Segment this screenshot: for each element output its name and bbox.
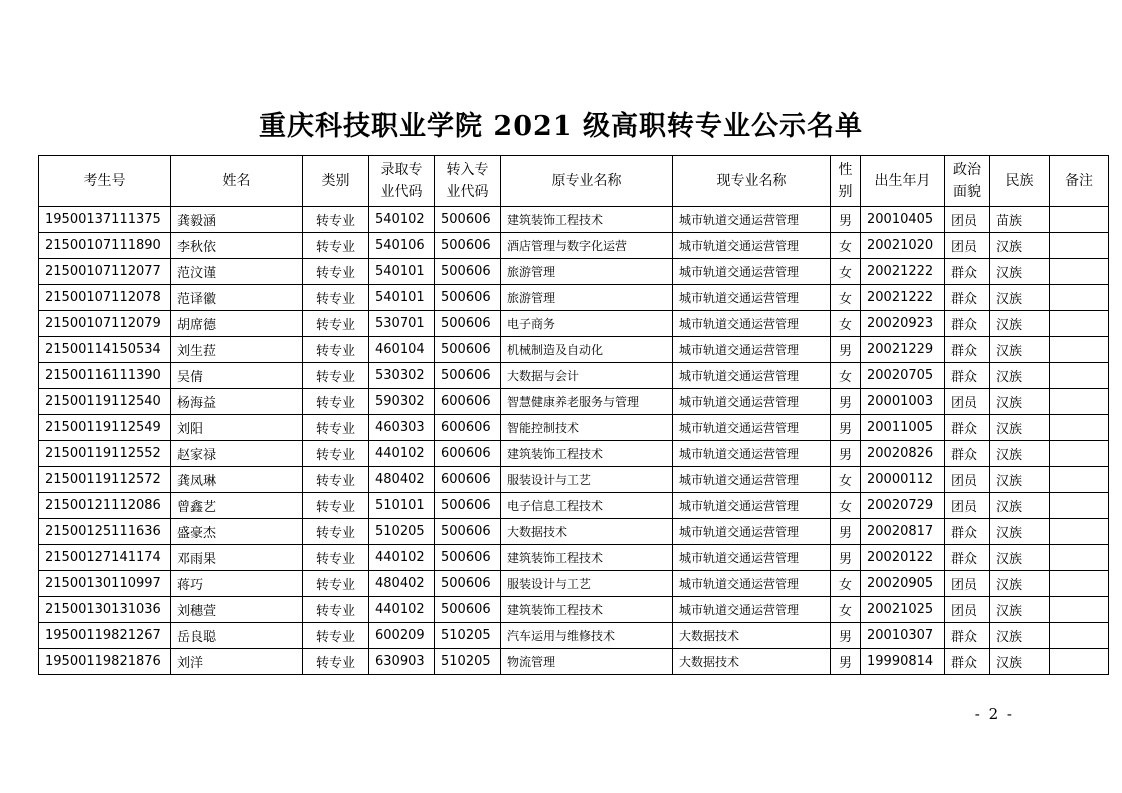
table-row xyxy=(39,545,1109,571)
original-major-cell: 酒店管理与数字化运营 xyxy=(501,233,673,259)
political-cell: 群众 xyxy=(945,415,990,441)
exam-id-cell: 19500137111375 xyxy=(39,207,171,233)
remarks-cell xyxy=(1050,259,1109,285)
admit-code-cell: 510205 xyxy=(369,519,435,545)
transfer-code-cell: 500606 xyxy=(435,311,501,337)
ethnicity-cell: 汉族 xyxy=(990,259,1050,285)
original-major-cell: 建筑装饰工程技术 xyxy=(501,597,673,623)
admit-code-cell: 590302 xyxy=(369,389,435,415)
original-major-cell: 旅游管理 xyxy=(501,259,673,285)
remarks-cell xyxy=(1050,493,1109,519)
original-major-cell: 大数据与会计 xyxy=(501,363,673,389)
category-cell: 转专业 xyxy=(303,571,369,597)
original-major-cell: 大数据技术 xyxy=(501,519,673,545)
original-major-cell: 智慧健康养老服务与管理 xyxy=(501,389,673,415)
name-cell: 曾鑫艺 xyxy=(171,493,303,519)
name-cell: 刘穗萱 xyxy=(171,597,303,623)
transfer-code-cell: 500606 xyxy=(435,519,501,545)
table-row xyxy=(39,441,1109,467)
remarks-cell xyxy=(1050,233,1109,259)
exam-id-cell: 21500119112549 xyxy=(39,415,171,441)
birth-cell: 20020729 xyxy=(861,493,945,519)
birth-cell: 20020817 xyxy=(861,519,945,545)
current-major-cell: 城市轨道交通运营管理 xyxy=(673,519,831,545)
category-cell: 转专业 xyxy=(303,649,369,675)
transfer-code-cell: 600606 xyxy=(435,467,501,493)
admit-code-cell: 600209 xyxy=(369,623,435,649)
admit-code-cell: 460303 xyxy=(369,415,435,441)
original-major-cell: 服装设计与工艺 xyxy=(501,571,673,597)
name-cell: 蒋巧 xyxy=(171,571,303,597)
political-cell: 群众 xyxy=(945,285,990,311)
table-row xyxy=(39,311,1109,337)
admit-code-cell: 540101 xyxy=(369,285,435,311)
col-header-birth: 出生年月 xyxy=(861,156,945,207)
political-cell: 团员 xyxy=(945,467,990,493)
ethnicity-cell: 汉族 xyxy=(990,311,1050,337)
table-row xyxy=(39,233,1109,259)
exam-id-cell: 19500119821876 xyxy=(39,649,171,675)
category-cell: 转专业 xyxy=(303,519,369,545)
name-cell: 龚毅涵 xyxy=(171,207,303,233)
exam-id-cell: 21500127141174 xyxy=(39,545,171,571)
remarks-cell xyxy=(1050,389,1109,415)
col-header-admit-code: 录取专 业代码 xyxy=(369,156,435,207)
political-cell: 团员 xyxy=(945,571,990,597)
exam-id-cell: 21500130131036 xyxy=(39,597,171,623)
political-cell: 群众 xyxy=(945,337,990,363)
ethnicity-cell: 汉族 xyxy=(990,415,1050,441)
page-number: - 2 - xyxy=(974,705,1014,723)
exam-id-cell: 21500114150534 xyxy=(39,337,171,363)
political-cell: 团员 xyxy=(945,389,990,415)
gender-cell: 女 xyxy=(831,285,861,311)
remarks-cell xyxy=(1050,519,1109,545)
remarks-cell xyxy=(1050,545,1109,571)
original-major-cell: 旅游管理 xyxy=(501,285,673,311)
ethnicity-cell: 汉族 xyxy=(990,649,1050,675)
ethnicity-cell: 苗族 xyxy=(990,207,1050,233)
current-major-cell: 城市轨道交通运营管理 xyxy=(673,207,831,233)
original-major-cell: 建筑装饰工程技术 xyxy=(501,441,673,467)
remarks-cell xyxy=(1050,649,1109,675)
remarks-cell xyxy=(1050,571,1109,597)
col-header-current-major: 现专业名称 xyxy=(673,156,831,207)
transfer-code-cell: 500606 xyxy=(435,207,501,233)
ethnicity-cell: 汉族 xyxy=(990,285,1050,311)
transfer-code-cell: 500606 xyxy=(435,597,501,623)
category-cell: 转专业 xyxy=(303,337,369,363)
name-cell: 邓雨果 xyxy=(171,545,303,571)
category-cell: 转专业 xyxy=(303,233,369,259)
political-cell: 团员 xyxy=(945,233,990,259)
name-cell: 吴倩 xyxy=(171,363,303,389)
political-cell: 团员 xyxy=(945,207,990,233)
gender-cell: 女 xyxy=(831,259,861,285)
table-row xyxy=(39,519,1109,545)
exam-id-cell: 21500107112078 xyxy=(39,285,171,311)
birth-cell: 20020705 xyxy=(861,363,945,389)
admit-code-cell: 440102 xyxy=(369,545,435,571)
exam-id-cell: 21500107112079 xyxy=(39,311,171,337)
original-major-cell: 机械制造及自动化 xyxy=(501,337,673,363)
political-cell: 群众 xyxy=(945,519,990,545)
name-cell: 龚凤琳 xyxy=(171,467,303,493)
ethnicity-cell: 汉族 xyxy=(990,623,1050,649)
current-major-cell: 城市轨道交通运营管理 xyxy=(673,311,831,337)
table-body xyxy=(39,207,1109,675)
remarks-cell xyxy=(1050,441,1109,467)
birth-cell: 20010405 xyxy=(861,207,945,233)
exam-id-cell: 21500119112572 xyxy=(39,467,171,493)
ethnicity-cell: 汉族 xyxy=(990,519,1050,545)
transfer-code-cell: 510205 xyxy=(435,649,501,675)
col-header-gender: 性 别 xyxy=(831,156,861,207)
current-major-cell: 城市轨道交通运营管理 xyxy=(673,467,831,493)
exam-id-cell: 21500116111390 xyxy=(39,363,171,389)
gender-cell: 男 xyxy=(831,337,861,363)
gender-cell: 女 xyxy=(831,311,861,337)
birth-cell: 20011005 xyxy=(861,415,945,441)
table-row xyxy=(39,571,1109,597)
col-header-name: 姓名 xyxy=(171,156,303,207)
gender-cell: 男 xyxy=(831,207,861,233)
transfer-code-cell: 500606 xyxy=(435,259,501,285)
col-header-political: 政治 面貌 xyxy=(945,156,990,207)
name-cell: 刘生菈 xyxy=(171,337,303,363)
transfer-code-cell: 500606 xyxy=(435,545,501,571)
transfer-code-cell: 500606 xyxy=(435,337,501,363)
name-cell: 刘阳 xyxy=(171,415,303,441)
political-cell: 群众 xyxy=(945,259,990,285)
admit-code-cell: 540106 xyxy=(369,233,435,259)
original-major-cell: 智能控制技术 xyxy=(501,415,673,441)
ethnicity-cell: 汉族 xyxy=(990,571,1050,597)
exam-id-cell: 19500119821267 xyxy=(39,623,171,649)
category-cell: 转专业 xyxy=(303,285,369,311)
gender-cell: 女 xyxy=(831,233,861,259)
birth-cell: 20020826 xyxy=(861,441,945,467)
col-header-remarks: 备注 xyxy=(1050,156,1109,207)
birth-cell: 20020905 xyxy=(861,571,945,597)
category-cell: 转专业 xyxy=(303,623,369,649)
political-cell: 群众 xyxy=(945,311,990,337)
transfer-code-cell: 500606 xyxy=(435,363,501,389)
table-row xyxy=(39,493,1109,519)
current-major-cell: 大数据技术 xyxy=(673,623,831,649)
category-cell: 转专业 xyxy=(303,207,369,233)
original-major-cell: 电子商务 xyxy=(501,311,673,337)
transfer-code-cell: 510205 xyxy=(435,623,501,649)
remarks-cell xyxy=(1050,415,1109,441)
political-cell: 群众 xyxy=(945,545,990,571)
admit-code-cell: 540101 xyxy=(369,259,435,285)
name-cell: 赵家禄 xyxy=(171,441,303,467)
transfer-code-cell: 500606 xyxy=(435,233,501,259)
ethnicity-cell: 汉族 xyxy=(990,363,1050,389)
gender-cell: 女 xyxy=(831,467,861,493)
current-major-cell: 城市轨道交通运营管理 xyxy=(673,233,831,259)
birth-cell: 20000112 xyxy=(861,467,945,493)
remarks-cell xyxy=(1050,311,1109,337)
category-cell: 转专业 xyxy=(303,597,369,623)
gender-cell: 男 xyxy=(831,519,861,545)
original-major-cell: 服装设计与工艺 xyxy=(501,467,673,493)
category-cell: 转专业 xyxy=(303,467,369,493)
current-major-cell: 城市轨道交通运营管理 xyxy=(673,337,831,363)
political-cell: 团员 xyxy=(945,597,990,623)
col-header-original-major: 原专业名称 xyxy=(501,156,673,207)
gender-cell: 男 xyxy=(831,415,861,441)
admit-code-cell: 510101 xyxy=(369,493,435,519)
table-row xyxy=(39,259,1109,285)
transfer-list-table xyxy=(38,155,1109,675)
birth-cell: 20020122 xyxy=(861,545,945,571)
remarks-cell xyxy=(1050,285,1109,311)
current-major-cell: 城市轨道交通运营管理 xyxy=(673,259,831,285)
admit-code-cell: 440102 xyxy=(369,597,435,623)
birth-cell: 20010307 xyxy=(861,623,945,649)
gender-cell: 男 xyxy=(831,545,861,571)
table-row xyxy=(39,337,1109,363)
remarks-cell xyxy=(1050,467,1109,493)
admit-code-cell: 630903 xyxy=(369,649,435,675)
birth-cell: 20021222 xyxy=(861,259,945,285)
gender-cell: 女 xyxy=(831,493,861,519)
current-major-cell: 城市轨道交通运营管理 xyxy=(673,285,831,311)
transfer-code-cell: 500606 xyxy=(435,285,501,311)
category-cell: 转专业 xyxy=(303,441,369,467)
current-major-cell: 城市轨道交通运营管理 xyxy=(673,545,831,571)
admit-code-cell: 480402 xyxy=(369,467,435,493)
col-header-transfer-code: 转入专 业代码 xyxy=(435,156,501,207)
birth-cell: 20021025 xyxy=(861,597,945,623)
gender-cell: 男 xyxy=(831,623,861,649)
admit-code-cell: 530701 xyxy=(369,311,435,337)
table-row xyxy=(39,623,1109,649)
category-cell: 转专业 xyxy=(303,493,369,519)
exam-id-cell: 21500119112540 xyxy=(39,389,171,415)
table-row xyxy=(39,285,1109,311)
original-major-cell: 电子信息工程技术 xyxy=(501,493,673,519)
transfer-code-cell: 600606 xyxy=(435,415,501,441)
remarks-cell xyxy=(1050,207,1109,233)
document-title: 重庆科技职业学院 2021 级高职转专业公示名单 xyxy=(259,111,863,142)
ethnicity-cell: 汉族 xyxy=(990,441,1050,467)
category-cell: 转专业 xyxy=(303,415,369,441)
category-cell: 转专业 xyxy=(303,389,369,415)
admit-code-cell: 460104 xyxy=(369,337,435,363)
remarks-cell xyxy=(1050,623,1109,649)
exam-id-cell: 21500119112552 xyxy=(39,441,171,467)
col-header-exam-id: 考生号 xyxy=(39,156,171,207)
current-major-cell: 城市轨道交通运营管理 xyxy=(673,493,831,519)
original-major-cell: 汽车运用与维修技术 xyxy=(501,623,673,649)
transfer-code-cell: 500606 xyxy=(435,493,501,519)
political-cell: 群众 xyxy=(945,649,990,675)
current-major-cell: 大数据技术 xyxy=(673,649,831,675)
current-major-cell: 城市轨道交通运营管理 xyxy=(673,363,831,389)
current-major-cell: 城市轨道交通运营管理 xyxy=(673,415,831,441)
ethnicity-cell: 汉族 xyxy=(990,493,1050,519)
name-cell: 刘洋 xyxy=(171,649,303,675)
birth-cell: 20021229 xyxy=(861,337,945,363)
ethnicity-cell: 汉族 xyxy=(990,597,1050,623)
name-cell: 岳良聪 xyxy=(171,623,303,649)
name-cell: 杨海益 xyxy=(171,389,303,415)
category-cell: 转专业 xyxy=(303,363,369,389)
table-row xyxy=(39,467,1109,493)
remarks-cell xyxy=(1050,337,1109,363)
col-header-ethnicity: 民族 xyxy=(990,156,1050,207)
name-cell: 李秋依 xyxy=(171,233,303,259)
admit-code-cell: 540102 xyxy=(369,207,435,233)
gender-cell: 男 xyxy=(831,649,861,675)
ethnicity-cell: 汉族 xyxy=(990,545,1050,571)
birth-cell: 20021222 xyxy=(861,285,945,311)
name-cell: 胡席德 xyxy=(171,311,303,337)
admit-code-cell: 480402 xyxy=(369,571,435,597)
current-major-cell: 城市轨道交通运营管理 xyxy=(673,571,831,597)
original-major-cell: 物流管理 xyxy=(501,649,673,675)
table-header-row xyxy=(39,156,1109,207)
birth-cell: 20001003 xyxy=(861,389,945,415)
ethnicity-cell: 汉族 xyxy=(990,467,1050,493)
table-row xyxy=(39,363,1109,389)
gender-cell: 女 xyxy=(831,597,861,623)
col-header-category: 类别 xyxy=(303,156,369,207)
category-cell: 转专业 xyxy=(303,545,369,571)
political-cell: 群众 xyxy=(945,363,990,389)
gender-cell: 女 xyxy=(831,571,861,597)
exam-id-cell: 21500107112077 xyxy=(39,259,171,285)
category-cell: 转专业 xyxy=(303,259,369,285)
table-row xyxy=(39,649,1109,675)
current-major-cell: 城市轨道交通运营管理 xyxy=(673,389,831,415)
table-row xyxy=(39,415,1109,441)
name-cell: 范汶谨 xyxy=(171,259,303,285)
original-major-cell: 建筑装饰工程技术 xyxy=(501,545,673,571)
transfer-code-cell: 500606 xyxy=(435,571,501,597)
original-major-cell: 建筑装饰工程技术 xyxy=(501,207,673,233)
admit-code-cell: 530302 xyxy=(369,363,435,389)
exam-id-cell: 21500121112086 xyxy=(39,493,171,519)
political-cell: 团员 xyxy=(945,493,990,519)
table-row xyxy=(39,389,1109,415)
current-major-cell: 城市轨道交通运营管理 xyxy=(673,441,831,467)
gender-cell: 女 xyxy=(831,363,861,389)
birth-cell: 20020923 xyxy=(861,311,945,337)
name-cell: 盛豪杰 xyxy=(171,519,303,545)
political-cell: 群众 xyxy=(945,623,990,649)
ethnicity-cell: 汉族 xyxy=(990,337,1050,363)
remarks-cell xyxy=(1050,363,1109,389)
remarks-cell xyxy=(1050,597,1109,623)
exam-id-cell: 21500130110997 xyxy=(39,571,171,597)
gender-cell: 男 xyxy=(831,441,861,467)
exam-id-cell: 21500125111636 xyxy=(39,519,171,545)
transfer-code-cell: 600606 xyxy=(435,389,501,415)
current-major-cell: 城市轨道交通运营管理 xyxy=(673,597,831,623)
table-row xyxy=(39,207,1109,233)
ethnicity-cell: 汉族 xyxy=(990,389,1050,415)
ethnicity-cell: 汉族 xyxy=(990,233,1050,259)
gender-cell: 男 xyxy=(831,389,861,415)
table-row xyxy=(39,597,1109,623)
exam-id-cell: 21500107111890 xyxy=(39,233,171,259)
transfer-code-cell: 600606 xyxy=(435,441,501,467)
birth-cell: 20021020 xyxy=(861,233,945,259)
name-cell: 范译徽 xyxy=(171,285,303,311)
political-cell: 群众 xyxy=(945,441,990,467)
admit-code-cell: 440102 xyxy=(369,441,435,467)
birth-cell: 19990814 xyxy=(861,649,945,675)
category-cell: 转专业 xyxy=(303,311,369,337)
